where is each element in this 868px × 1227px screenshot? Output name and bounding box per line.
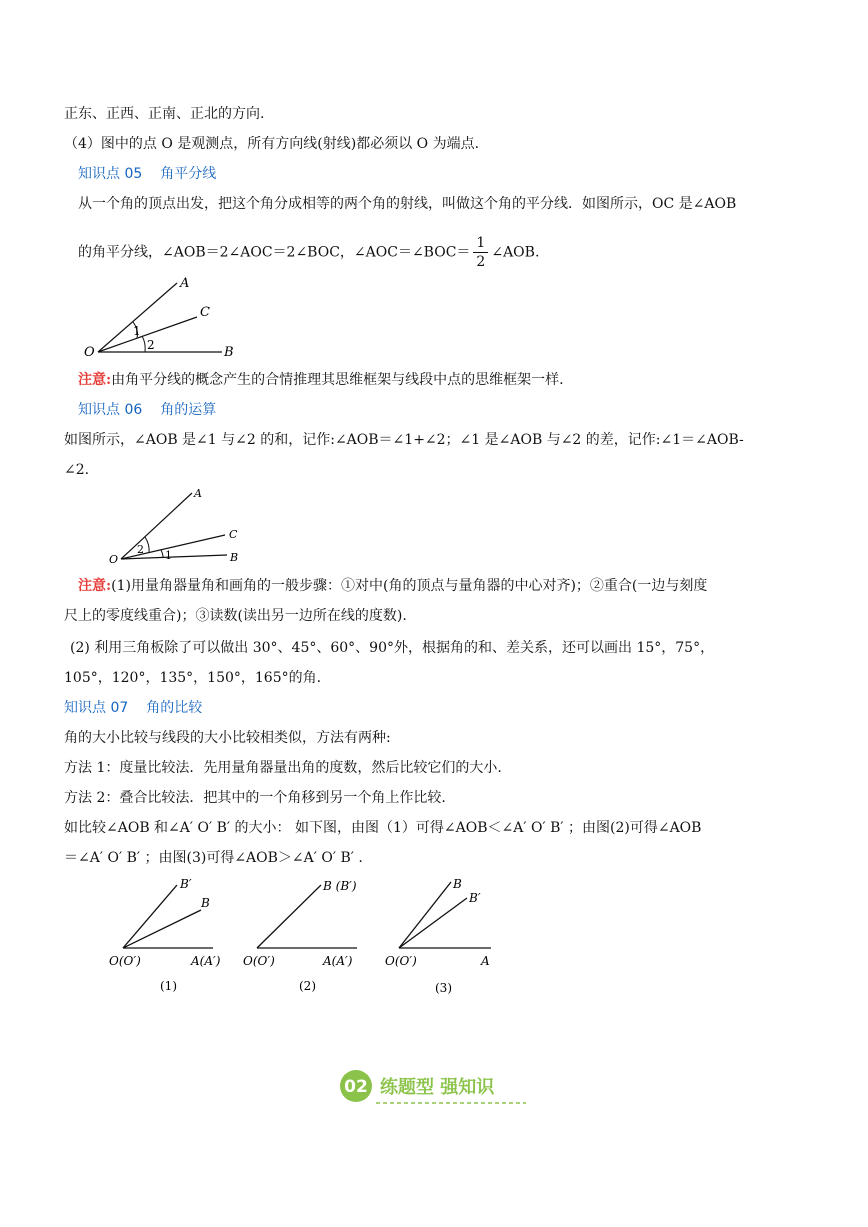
label-top: B (B′): [323, 879, 357, 893]
section-badge: [338, 1068, 528, 1108]
fraction-numerator: 1: [473, 234, 488, 253]
text-line: 尺上的零度线重合)；③读数(读出另一边所在线的度数).: [64, 608, 407, 624]
label-o: O: [84, 345, 95, 360]
label-right: A: [481, 954, 490, 968]
label-origin: O(O′): [109, 954, 141, 968]
label-mid: B′: [469, 891, 481, 905]
angle-operation-figure: [105, 485, 255, 570]
fraction-denominator: 2: [476, 254, 486, 270]
label-angle-1: 1: [133, 324, 141, 338]
heading-title: 角的比较: [146, 700, 203, 716]
bisector-figure: [80, 275, 250, 365]
label-origin: O(O′): [385, 954, 417, 968]
comparison-panel-1: [109, 877, 221, 993]
text-line: ∠2.: [64, 462, 90, 478]
ray-ob: [257, 885, 321, 948]
text-segment: ∠AOB.: [491, 244, 540, 261]
note-text: (1)用量角器量角和画角的一般步骤：①对中(角的顶点与量角器的中心对齐)；②重合(一边与刻度: [111, 578, 708, 594]
badge-number: 02: [344, 1077, 368, 1097]
label-c: C: [200, 305, 210, 320]
label-angle-2: 2: [137, 543, 144, 556]
ray-oa: [121, 493, 192, 559]
ray-ob-prime: [123, 885, 177, 948]
section-heading-05: [78, 164, 216, 184]
ray-ob: [123, 910, 201, 948]
label-angle-2: 2: [147, 338, 155, 352]
text-line: (2) 利用三角板除了可以做出 30°、45°、60°、90°外，根据角的和、差关系，还可以画出 15°，75°，: [70, 640, 715, 656]
text-line: 如图所示，∠AOB 是∠1 与∠2 的和，记作:∠AOB＝∠1+∠2；∠1 是∠AOB 与∠2 的差，记作:∠1＝∠AOB-: [64, 432, 744, 448]
text-line: 角的大小比较与线段的大小比较相类似，方法有两种:: [64, 730, 391, 746]
section-heading-07: [64, 698, 202, 718]
text-line: 正东、正西、正南、正北的方向.: [64, 106, 265, 122]
label-mid: B: [201, 896, 210, 910]
badge-text: 练题型 强知识: [380, 1077, 495, 1098]
label-a: A: [194, 487, 202, 500]
label-origin: O(O′): [243, 954, 275, 968]
label-top: B′: [180, 877, 192, 891]
comparison-panel-3: [385, 877, 491, 995]
heading-title: 角平分线: [160, 166, 217, 182]
label-a: A: [180, 276, 190, 291]
heading-label: 知识点 05: [78, 166, 143, 182]
fraction: [473, 234, 488, 271]
label-top: B: [453, 877, 462, 891]
panel-caption: (3): [435, 981, 452, 995]
label-right: A(A′): [323, 954, 353, 968]
heading-label: 知识点 06: [78, 402, 143, 418]
angle-comparison-figure: [105, 870, 505, 995]
label-b: B: [224, 345, 234, 360]
angle-arc-1: [161, 550, 163, 557]
note-line: [78, 576, 707, 596]
section-heading-06: [78, 400, 216, 420]
text-line: [78, 234, 539, 271]
angle-arc-2: [145, 537, 149, 553]
panel-caption: (1): [160, 979, 177, 993]
heading-title: 角的运算: [160, 402, 217, 418]
text-line: 方法 1：度量比较法．先用量角器量出角的度数，然后比较它们的大小.: [64, 760, 502, 776]
text-line: （4）图中的点 O 是观测点，所有方向线(射线)都必须以 O 为端点.: [64, 136, 480, 152]
text-line: 方法 2：叠合比较法．把其中的一个角移到另一个角上作比较.: [64, 790, 446, 806]
label-c: C: [229, 528, 238, 541]
note-label: 注意:: [78, 372, 112, 388]
label-b: B: [230, 551, 239, 564]
label-right: A(A′): [191, 954, 221, 968]
text-line: ＝∠A′ O′ B′ ；由图(3)可得∠AOB＞∠A′ O′ B′ .: [64, 850, 363, 866]
text-line: 从一个角的顶点出发，把这个角分成相等的两个角的射线，叫做这个角的平分线．如图所示，OC 是∠AOB: [78, 196, 737, 212]
text-line: 如比较∠AOB 和∠A′ O′ B′ 的大小： 如下图，由图（1）可得∠AOB＜∠A′ O′ B′ ；由图(2)可得∠AOB: [64, 820, 702, 836]
label-angle-1: 1: [165, 549, 172, 562]
label-o: O: [109, 553, 119, 566]
text-line: 105°，120°，135°，150°，165°的角.: [64, 670, 322, 686]
angle-arc-2: [142, 336, 145, 352]
comparison-panel-2: [243, 879, 357, 993]
heading-label: 知识点 07: [64, 700, 129, 716]
note-text: 由角平分线的概念产生的合情推理其思维框架与线段中点的思维框架一样.: [111, 372, 564, 388]
note-label: 注意:: [78, 578, 112, 594]
text-segment: 的角平分线，∠AOB＝2∠AOC＝2∠BOC，∠AOC＝∠BOC＝: [78, 244, 471, 261]
ray-oa: [98, 283, 177, 352]
note-line: [78, 370, 564, 390]
panel-caption: (2): [299, 979, 316, 993]
